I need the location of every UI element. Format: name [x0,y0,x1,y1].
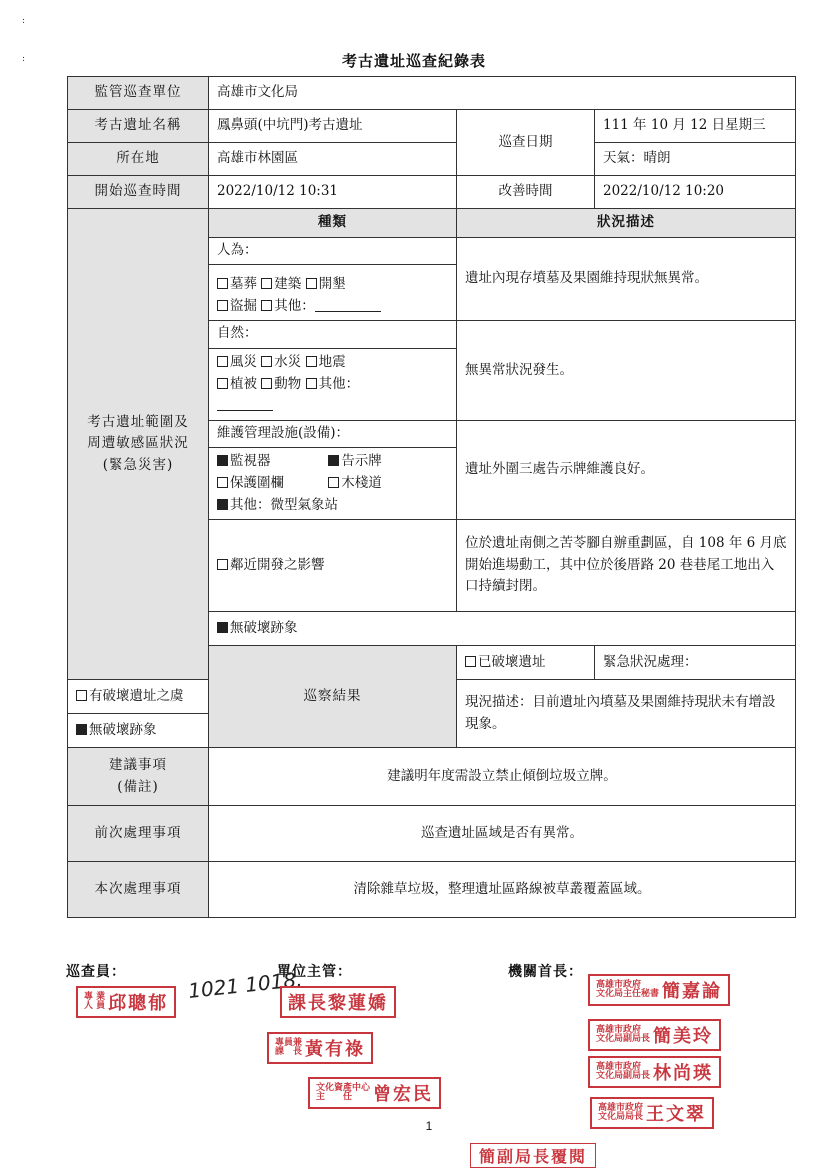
supervisor-stamp-3: 文化資產中心 主 任 曾宏民 [308,1077,441,1109]
improve-time-label: 改善時間 [457,176,595,209]
checkbox-checked [217,455,228,466]
checkbox [217,278,228,289]
date-value: 111 年 10 月 12 日星期三 [595,110,796,143]
facility-desc: 遺址外圍三處告示牌維護良好。 [457,420,796,519]
site-name-label: 考古遺址名稱 [68,110,209,143]
inspector-label: 巡查員： [66,964,126,980]
scan-mark: : [22,54,26,64]
checkbox [306,378,317,389]
checkbox [261,300,272,311]
checkbox [261,278,272,289]
chief-label: 機關首長： [508,964,583,980]
location-label: 所在地 [68,143,209,176]
nearby-desc: 位於遺址南側之苦苓腳自辦重劃區，自 108 年 6 月底開始進場動工，其中位於後厝路 20 巷巷尾工地出入口持續封閉。 [457,520,796,612]
suggest-label: 建議事項 (備註) [68,748,209,806]
checkbox [465,656,476,667]
result-opt2: 有破壞遺址之虞 [68,680,209,714]
status-section-label: 考古遺址範圍及 周遭敏感區狀況 (緊急災害) [68,209,209,680]
nearby-option: 鄰近開發之影響 [209,520,457,612]
checkbox [76,690,87,701]
desc-column-header: 狀況描述 [457,209,796,238]
type-column-header: 種類 [209,209,457,238]
checkbox [217,378,228,389]
previous-value: 巡查遺址區域是否有異常。 [209,806,796,862]
result-label: 巡察結果 [209,646,457,748]
chief-stamp-1: 高雄市政府 文化局主任秘書 簡嘉論 [588,974,730,1006]
result-opt1: 已破壞遺址 [457,646,595,680]
human-options: 人為： 墓葬 建築 開墾 盜掘 其他： [209,237,457,321]
result-opt3: 無破壞跡象 [68,714,209,748]
scan-mark: : [22,16,26,26]
improve-time-value: 2022/10/12 10:20 [595,176,796,209]
checkbox [306,278,317,289]
nature-options: 自然： 風災 水災 地震 植被 動物 其他： [209,321,457,420]
unit-value: 高雄市文化局 [209,77,796,110]
checkbox [217,356,228,367]
checkbox-checked [328,455,339,466]
nature-desc: 無異常狀況發生。 [457,321,796,420]
inspection-form-table [67,76,796,918]
nature-title: 自然： [217,325,258,342]
facility-options: 維護管理設施(設備)： 監視器 告示牌 保護圍欄 木棧道 其他：微型氣象站 [209,420,457,519]
handwritten-signature: 1021 1018. [187,967,304,1003]
page-title: 考古遺址巡查紀錄表 [341,52,486,70]
chief-stamp-3: 高雄市政府 文化局副局長 林尚瑛 [588,1056,721,1088]
location-value: 高雄市林園區 [209,143,457,176]
emergency-text: 緊急狀況處理： [595,646,796,680]
inspector-stamp: 專 業 人 員 邱聰郁 [76,986,176,1018]
checkbox [306,356,317,367]
chief-stamp-2: 高雄市政府 文化局副局長 簡美玲 [588,1019,721,1051]
supervisor-stamp-1: 課長黎蓮嬌 [280,986,396,1018]
weather-value: 天氣：晴朗 [595,143,796,176]
start-time-label: 開始巡查時間 [68,176,209,209]
checkbox [217,300,228,311]
previous-label: 前次處理事項 [68,806,209,862]
checkbox-checked [76,724,87,735]
start-time-value: 2022/10/12 10:31 [209,176,457,209]
supervisor-label: 單位主管： [277,964,352,980]
supervisor-stamp-2: 專員兼 課 長 黃有祿 [267,1032,373,1064]
page-number: 1 [425,1119,433,1133]
date-label: 巡查日期 [457,110,595,176]
checkbox [217,477,228,488]
unit-label: 監管巡查單位 [68,77,209,110]
review-stamp: 簡副局長覆閱 [470,1143,596,1168]
chief-stamp-4: 高雄市政府 文化局局長 王文翠 [590,1097,714,1129]
checkbox [217,559,228,570]
current-status-text: 現況描述：目前遺址內墳墓及果園維持現狀未有增設現象。 [457,680,796,748]
human-title: 人為： [217,241,258,258]
checkbox-checked [217,622,228,633]
checkbox-checked [217,499,228,510]
facility-title: 維護管理設施(設備)： [217,424,350,441]
site-name-value: 鳳鼻頭(中坑門)考古遺址 [209,110,457,143]
checkbox [261,356,272,367]
human-desc: 遺址內現存墳墓及果園維持現狀無異常。 [457,237,796,321]
checkbox [328,477,339,488]
suggest-value: 建議明年度需設立禁止傾倒垃圾立牌。 [209,748,796,806]
current-action-label: 本次處理事項 [68,862,209,918]
no-damage-option: 無破壞跡象 [209,612,796,646]
checkbox [261,378,272,389]
current-action-value: 清除雜草垃圾，整理遺址區路線被草叢覆蓋區域。 [209,862,796,918]
